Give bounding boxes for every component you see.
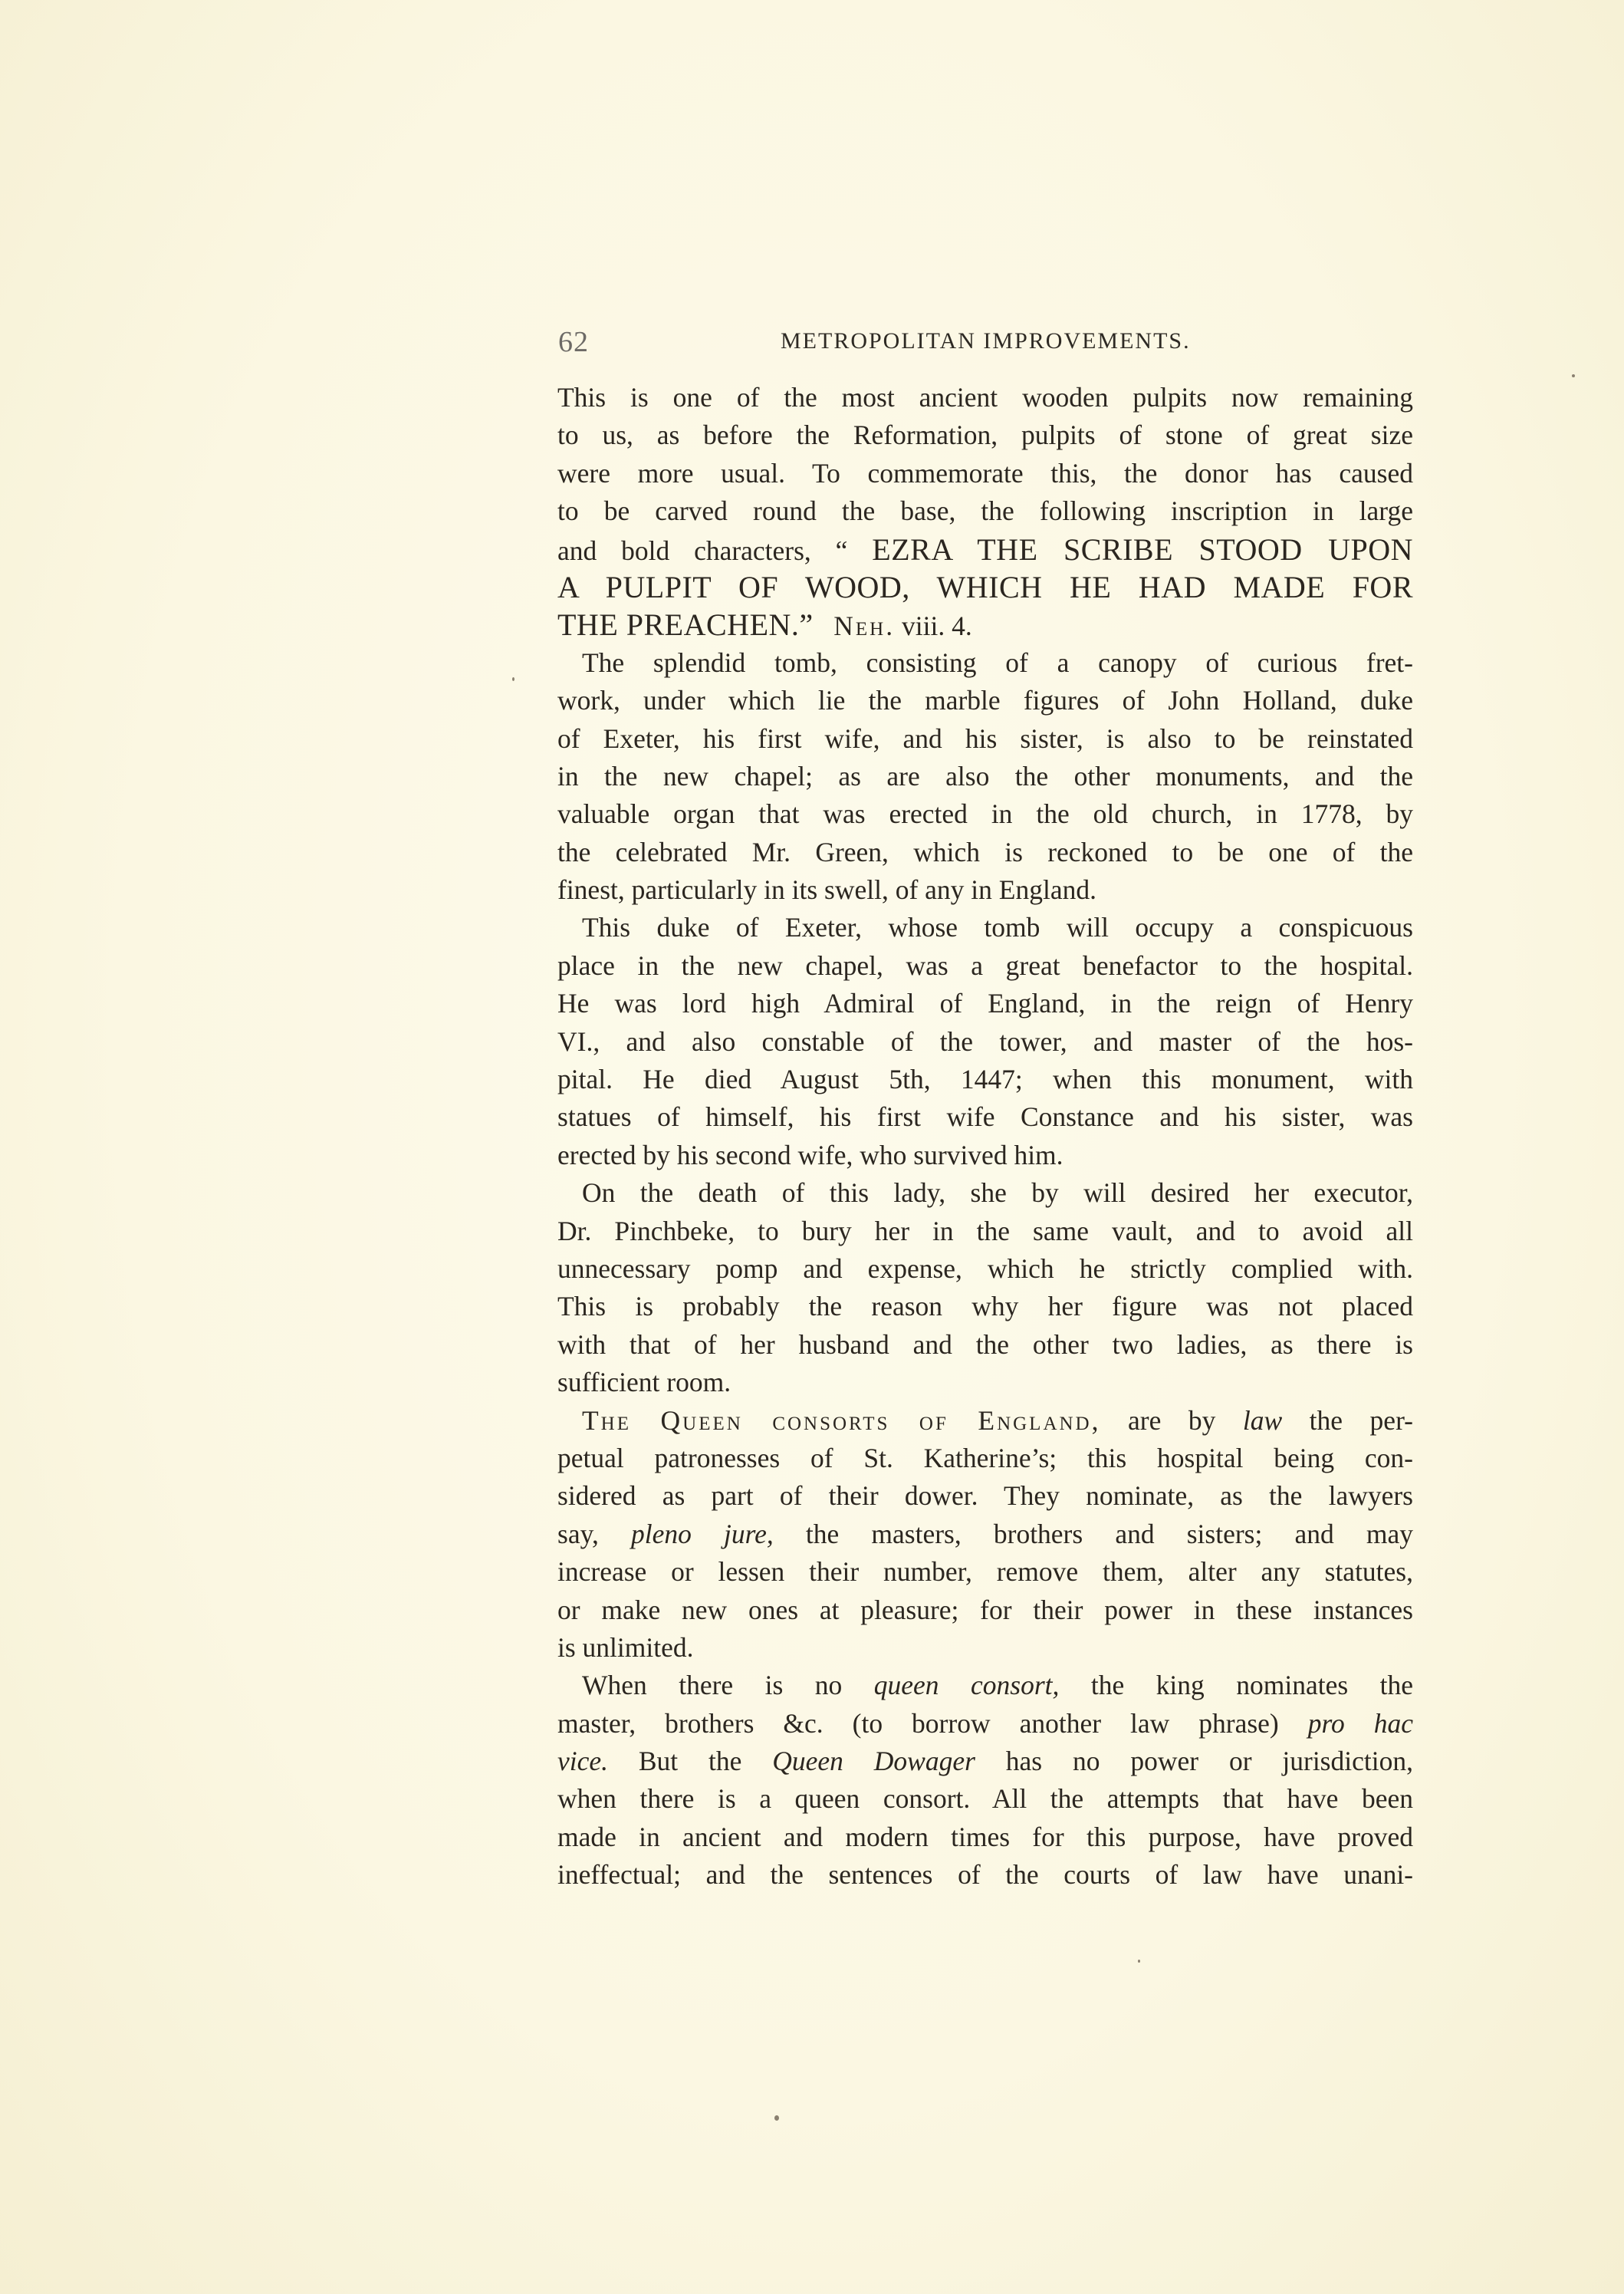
page-number: 62 [558,326,589,358]
text-line [557,1516,1413,1553]
text-line: valuable organ that was erected in the old church, in 1778, by [557,798,1413,830]
italic-term: Queen Dowager [772,1746,975,1777]
small-caps-heading: The Queen consorts of England, [582,1404,1101,1436]
text-line: sufficient room. [557,1367,731,1398]
text-line: He was lord high Admiral of England, in the reign of Henry [557,988,1413,1019]
italic-term: pleno jure, [631,1518,774,1549]
body-text [557,379,1413,1894]
text-line: erected by his second wife, who survived him. [557,1139,1063,1170]
text-line: The splendid tomb, consisting of a canopy of curious fret- [582,647,1413,678]
text-run: has no power or jurisdiction, [975,1746,1413,1777]
text-line: work, under which lie the marble figures of John Holland, duke [557,685,1413,716]
italic-term: vice. [557,1746,609,1777]
text-line: in the new chapel; as are also the other monuments, and the [557,760,1413,792]
text-line [557,1743,1413,1780]
text-line: were more usual. To commemorate this, the donor has caused [557,457,1413,489]
text-line: of Exeter, his first wife, and his sister, is also to be reinstated [557,722,1413,754]
text-run: But the [608,1746,773,1777]
text-line [557,1402,1413,1440]
text-run: say, [557,1518,632,1549]
text-line [557,606,1413,643]
citation-verse: viii. 4. [901,611,972,642]
text-run: the per- [1282,1404,1414,1436]
text-line: Dr. Pinchbeke, to bury her in the same vault, and to avoid all [557,1215,1413,1246]
text-line: VI., and also constable of the tower, and master of the hos- [557,1025,1413,1057]
paper-speck [1138,1960,1140,1963]
text-line: petual patronesses of St. Katherine’s; this hospital being con- [557,1442,1413,1473]
text-line [557,1667,1413,1704]
page-header [558,325,1402,371]
text-line: This is probably the reason why her figure was not placed [557,1291,1413,1322]
text-line: This is one of the most ancient wooden pulpits now remaining [557,382,1413,413]
text-run: When there is no [582,1670,874,1701]
text-line [557,531,1413,568]
text-line: with that of her husband and the other two ladies, as there is [557,1328,1413,1360]
text-line: place in the new chapel, was a great benefactor to the hospital. [557,950,1413,981]
paper-speck [774,2115,779,2121]
text-line: This duke of Exeter, whose tomb will occupy a conspicuous [582,912,1413,943]
text-line: or make new ones at pleasure; for their power in these instances [557,1594,1413,1625]
text-line: finest, particularly in its swell, of any in England. [557,874,1096,906]
italic-term: law [1242,1404,1283,1436]
paper-speck [512,677,514,681]
italic-term: queen consort, [873,1670,1060,1701]
text-run: are by [1100,1404,1243,1436]
text-line: increase or lessen their number, remove them, alter any statutes, [557,1556,1413,1588]
text-run: and bold characters, “ [557,535,873,566]
text-line: statues of himself, his first wife Constance and his sister, was [557,1101,1413,1133]
text-line: ineffectual; and the sentences of the courts of law have unani- [557,1859,1413,1891]
text-line: made in ancient and modern times for this purpose, have proved [557,1821,1413,1852]
text-line [557,1705,1413,1743]
text-line: the celebrated Mr. Green, which is reckoned to be one of the [557,836,1413,867]
text-line: sidered as part of their dower. They nominate, as the lawyers [557,1480,1413,1512]
text-line: when there is a queen consort. All the attempts that have been [557,1783,1413,1815]
text-line: to be carved round the base, the following inscription in large [557,495,1413,527]
text-line: pital. He died August 5th, 1447; when this monument, with [557,1064,1413,1095]
text-line: is unlimited. [557,1631,694,1663]
text-run: the masters, brothers and sisters; and may [773,1518,1413,1549]
text-run: master, brothers &c. (to borrow another law phrase) [557,1707,1308,1739]
text-line: On the death of this lady, she by will desired her executor, [582,1177,1413,1209]
text-run: the king nominates the [1059,1670,1414,1701]
text-line: unnecessary pomp and expense, which he strictly complied with. [557,1252,1413,1284]
text-line: to us, as before the Reformation, pulpits of stone of great size [557,420,1413,451]
italic-term: pro hac [1307,1707,1413,1739]
citation-book: Neh. [833,611,896,642]
inscription-text: EZRA THE SCRIBE STOOD UPON [872,532,1413,567]
paper-speck [1572,374,1575,377]
inscription-text: THE PREACHEN.” [557,607,814,643]
running-title: METROPOLITAN IMPROVEMENTS. [781,328,1191,354]
inscription-line: A PULPIT OF WOOD, WHICH HE HAD MADE FOR [557,569,1413,604]
